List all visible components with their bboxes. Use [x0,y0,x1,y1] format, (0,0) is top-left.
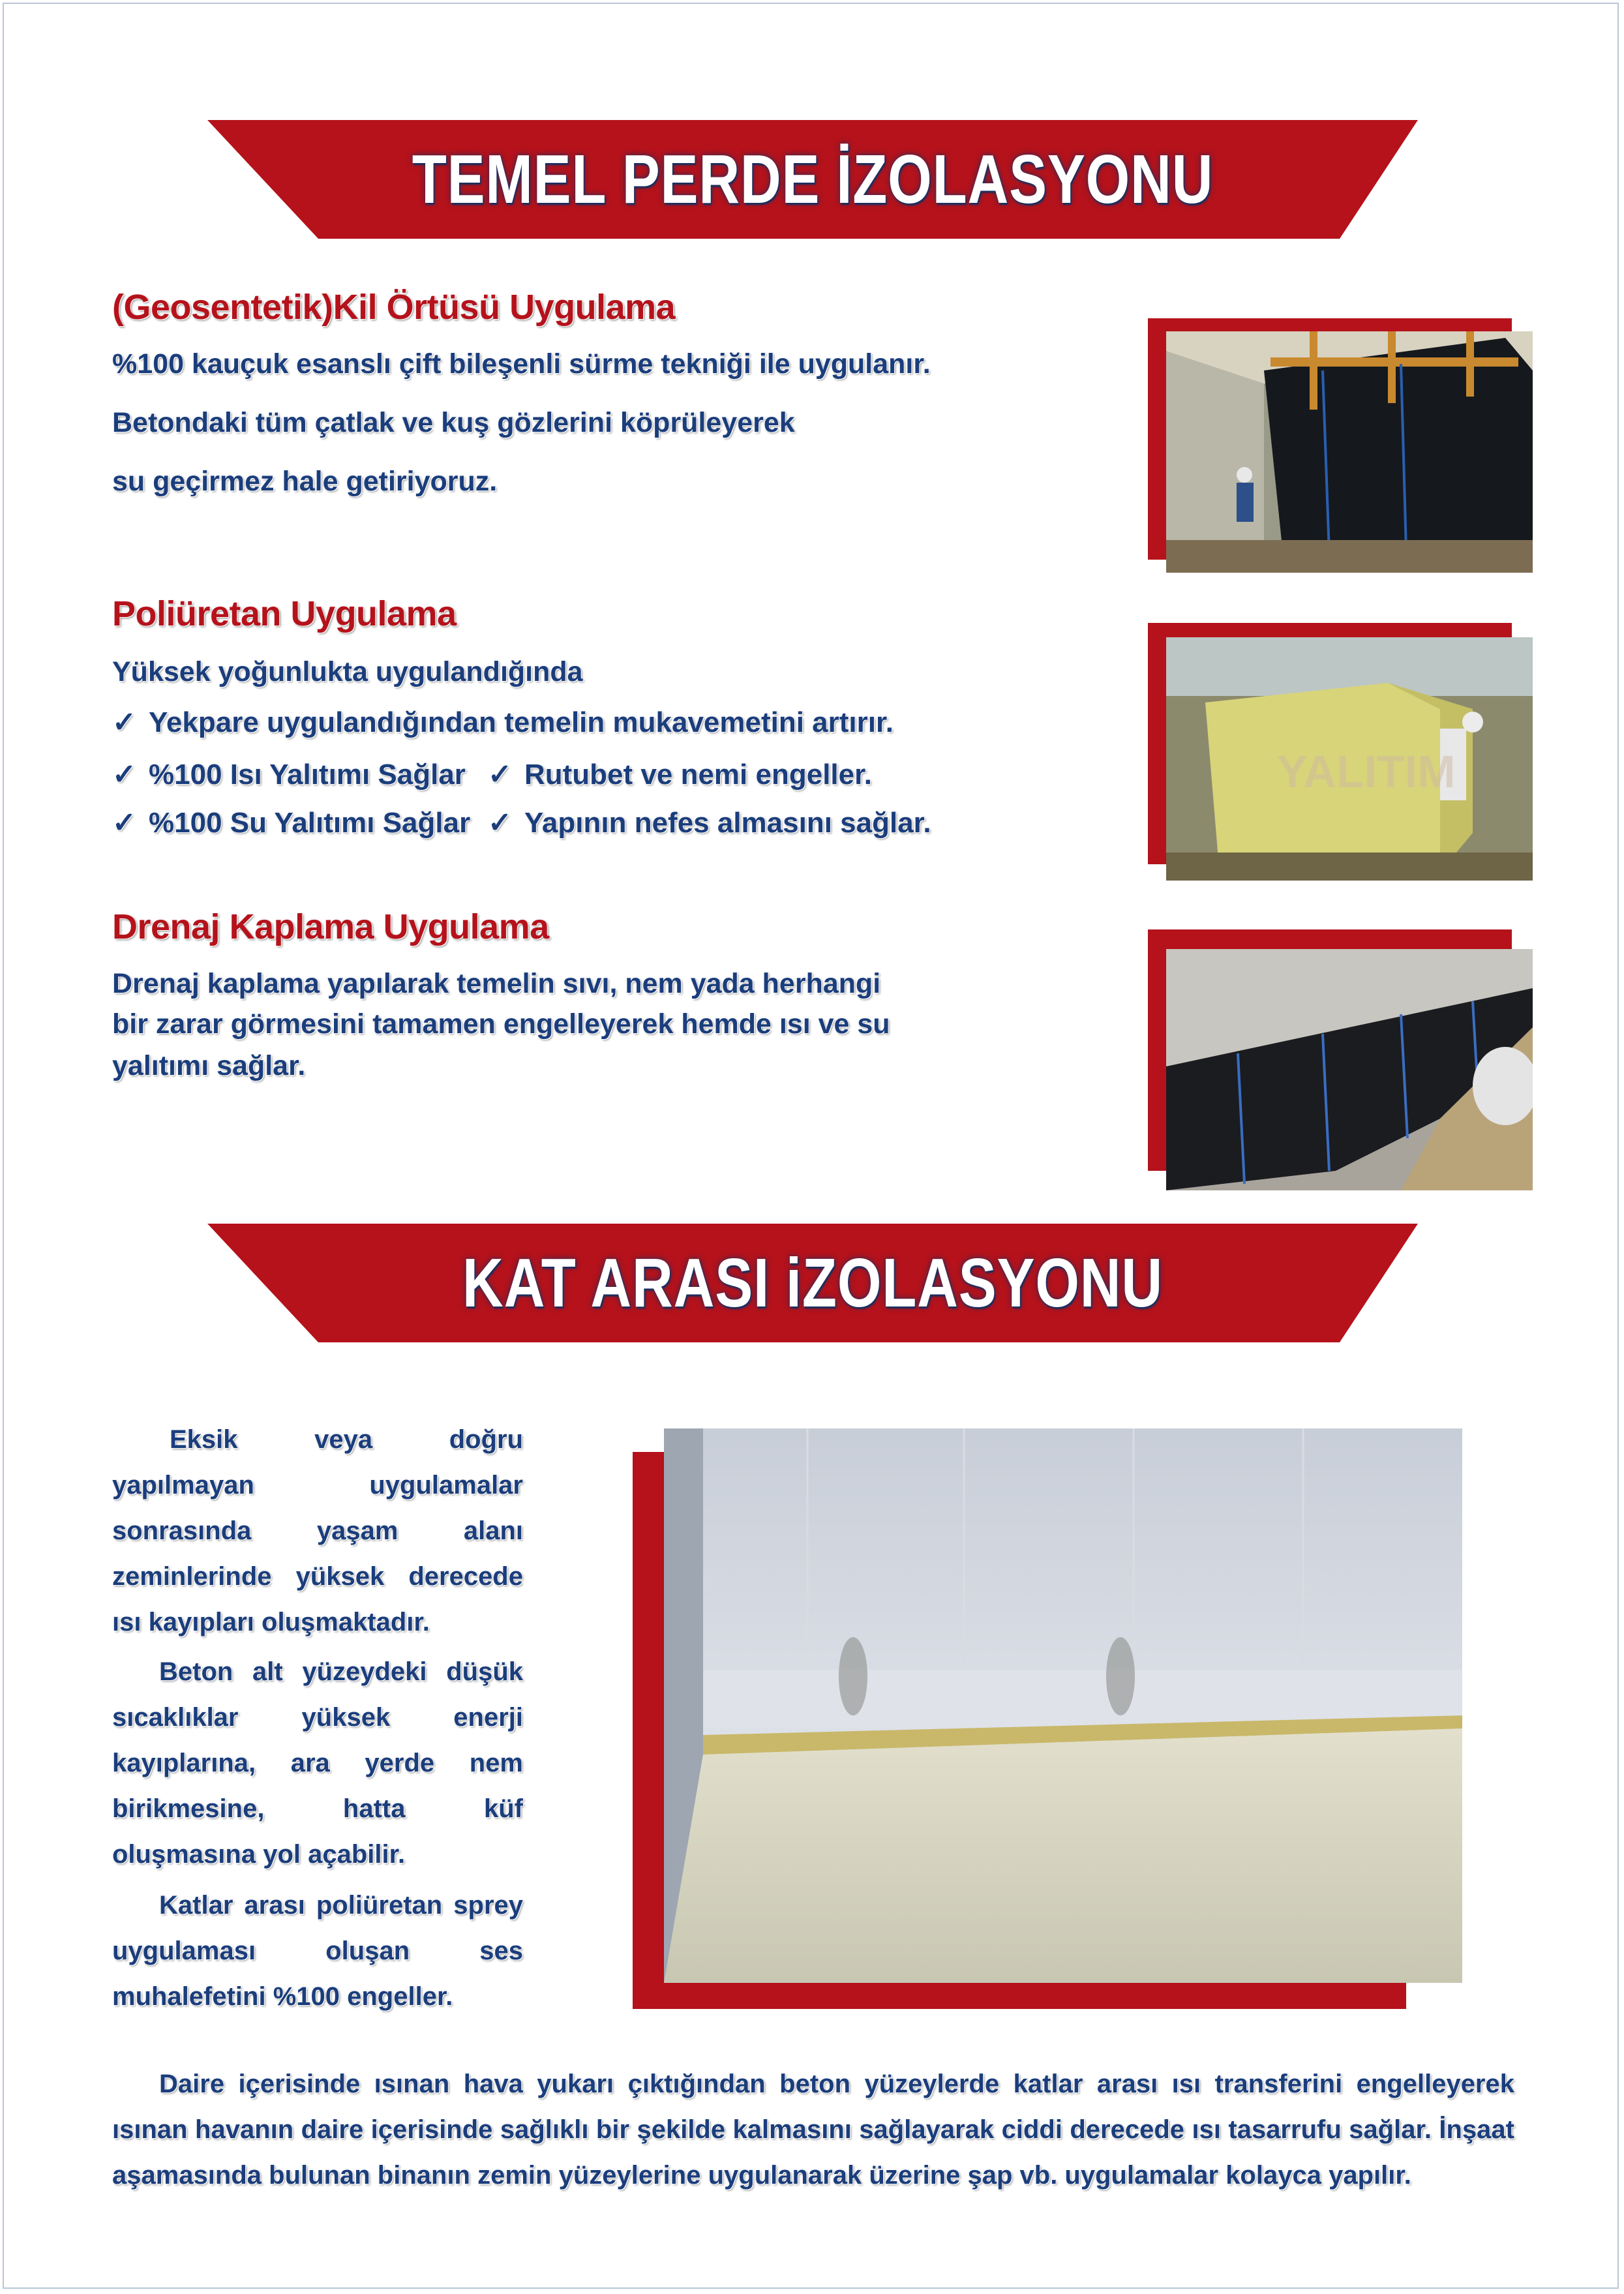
check-icon: ✓ [112,706,136,738]
block3-heading: Drenaj Kaplama Uygulama [112,907,549,946]
check-item: ✓ %100 Isı Yalıtımı Sağlar [112,759,466,791]
kat-paragraph-1: Eksik veya doğru yapılmayan uygulamalar sonrasında yaşam alanı zeminlerinde yüksek derecede ısı kayıpları oluşmaktadır. [112,1425,523,1637]
check-item: ✓ Rutubet ve nemi engeller. [488,759,873,791]
check-icon: ✓ [112,759,136,791]
photo-floor-spray [633,1428,1462,2009]
photo-polyurethane [1148,623,1533,881]
section1-title: TEMEL PERDE İZOLASYONU [412,141,1214,218]
kat-paragraph-3: Katlar arası poliüretan sprey uygulaması oluşan ses muhalefetini %100 engeller. [112,1891,523,2011]
check-item: ✓ Yapının nefes almasını sağlar. [488,807,931,839]
block1-line3: su geçirmez hale getiriyoruz. [112,466,498,497]
check-item: ✓ Yekpare uygulandığından temelin mukavemetini artırır. [112,706,894,738]
section1-banner [207,120,1418,239]
check-item: ✓ %100 Su Yalıtımı Sağlar [112,807,471,839]
block2-heading: Poliüretan Uygulama [112,594,457,633]
photo-clay-liner [1148,318,1533,573]
kat-paragraph-2: Beton alt yüzeydeki düşük sıcaklıklar yüksek enerji kayıplarına, ara yerde nem birikmesine, hatta küf oluşmasına yol açabilir. [112,1657,523,1869]
block1-heading: (Geosentetik)Kil Örtüsü Uygulama [112,288,676,327]
block3-line3: yalıtımı sağlar. [112,1050,306,1081]
check-icon: ✓ [488,807,512,839]
section2-title: KAT ARASI iZOLASYONU [462,1245,1163,1321]
block3-line2: bir zarar görmesini tamamen engelleyerek hemde ısı ve su [112,1008,890,1040]
block3-line1: Drenaj kaplama yapılarak temelin sıvı, nem yada herhangi [112,968,881,999]
check-icon: ✓ [112,807,136,839]
kat-footer-paragraph: Daire içerisinde ısınan hava yukarı çıktığından beton yüzeylerde katlar arası ısı transferini engelleyerek ısınan havanın daire içerisinde sağlıklı bir şekilde kalmasını sağlayarak ciddi derecede ısı tasarrufu sağlar. İnşaat aşamasında bulunan binanın zemin yüzeylerine uygulanarak üzerine şap vb. uygulamalar kolayca yapılır. [112,2070,1514,2190]
photo-drainage [1148,929,1533,1190]
block1-line1: %100 kauçuk esanslı çift bileşenli sürme tekniği ile uygulanır. [112,348,931,380]
block1-line2: Betondaki tüm çatlak ve kuş gözlerini köprüleyerek [112,407,795,438]
block2-intro: Yüksek yoğunlukta uygulandığında [112,656,583,687]
section2-banner [207,1224,1418,1342]
check-icon: ✓ [488,759,512,791]
svg-text:YALITIM: YALITIM [1277,746,1456,797]
